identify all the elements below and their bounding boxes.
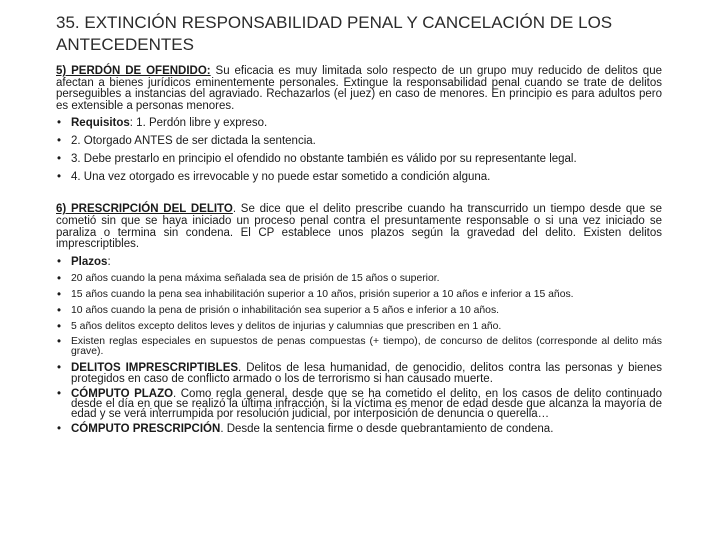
plazos-list <box>56 274 662 357</box>
plazos-heading <box>56 257 662 269</box>
list-item <box>56 389 662 420</box>
list-item: • 15 años cuando la pena sea inhabilitación superior a 10 años, prisión superior a 10 años e inferior a 15 años. <box>56 290 662 300</box>
list-item <box>56 118 662 130</box>
slide-content <box>56 66 662 440</box>
prescripcion-paragraph <box>56 204 662 250</box>
extra-lead: CÓMPUTO PLAZO <box>71 387 174 400</box>
requisitos-label: Requisitos <box>71 117 130 130</box>
perdon-body: Su eficacia es muy limitada solo respecto de un grupo muy reducido de delitos que afectan a bienes jurídicos eminentemente personales. Extingue la responsabilidad penal cuando se trate de delitos perseguibles a instancias del agraviado. Rechazarlos (el juez) en caso de menores. En principio es para adultos pero es extensible a personas menores. <box>56 65 662 112</box>
list-item: • 2. Otorgado ANTES de ser dictada la sentencia. <box>56 136 662 148</box>
list-item <box>56 424 662 434</box>
list-item: • Existen reglas especiales en supuestos de penas compuestas (+ tiempo), de concurso de delitos (corresponde al delito más grave). <box>56 337 662 357</box>
extra-text: . Como regla general, desde que se ha cometido el delito, en los casos de delito continuado desde el día en que se realizó la última infracción, si la víctima es menor de edad desde que alcanza la mayoría de edad y se verá interrumpida por resolución judicial, por interposición de denuncia o querella… <box>71 387 663 421</box>
list-item: • 3. Debe prestarlo en principio el ofendido no obstante también es válido por su representante legal. <box>56 154 662 166</box>
slide-title-line-1: 35. EXTINCIÓN RESPONSABILIDAD PENAL Y CANCELACIÓN DE LOS <box>56 13 613 32</box>
list-item <box>56 363 662 383</box>
extra-lead: DELITOS IMPRESCRIPTIBLES <box>71 362 239 375</box>
plazos-label: Plazos <box>71 255 108 268</box>
extra-text: . Desde la sentencia firme o desde quebrantamiento de condena. <box>220 423 554 436</box>
extra-lead: CÓMPUTO PRESCRIPCIÓN <box>71 423 221 436</box>
prescripcion-body: . Se dice que el delito prescribe cuando ha transcurrido un tiempo desde que se cometió sin que se haya iniciado un proceso penal contra el presuntamente responsable o si una vez iniciado se paraliza o termina sin condena. El CP establece unos plazos según la gravedad del delito. Existen delitos imprescriptibles. <box>56 203 662 251</box>
extras-list <box>56 363 662 434</box>
perdon-heading: 5) PERDÓN DE OFENDIDO: <box>56 65 211 77</box>
perdon-requisitos-list <box>56 118 662 184</box>
prescripcion-heading: 6) PRESCRIPCIÓN DEL DELITO <box>56 203 233 216</box>
perdon-paragraph <box>56 66 662 112</box>
slide-title-line-2: ANTECEDENTES <box>56 35 194 54</box>
list-item: • 5 años delitos excepto delitos leves y delitos de injurias y calumnias que prescriben en 1 año. <box>56 322 662 332</box>
list-item: • 4. Una vez otorgado es irrevocable y no puede estar sometido a condición alguna. <box>56 172 662 184</box>
list-item: • 10 años cuando la pena de prisión o inhabilitación sea superior a 5 años e inferior a 10 años. <box>56 306 662 316</box>
requisitos-first: : 1. Perdón libre y expreso. <box>129 117 268 130</box>
list-item: • 20 años cuando la pena máxima señalada sea de prisión de 15 años o superior. <box>56 274 662 284</box>
plazos-colon: : <box>107 255 111 268</box>
extra-text: . Delitos de lesa humanidad, de genocidio, delitos contra las personas y bienes protegidos en caso de conflicto armado o los de terrorismo si han causado muerte. <box>71 362 662 385</box>
slide-title <box>56 12 696 56</box>
